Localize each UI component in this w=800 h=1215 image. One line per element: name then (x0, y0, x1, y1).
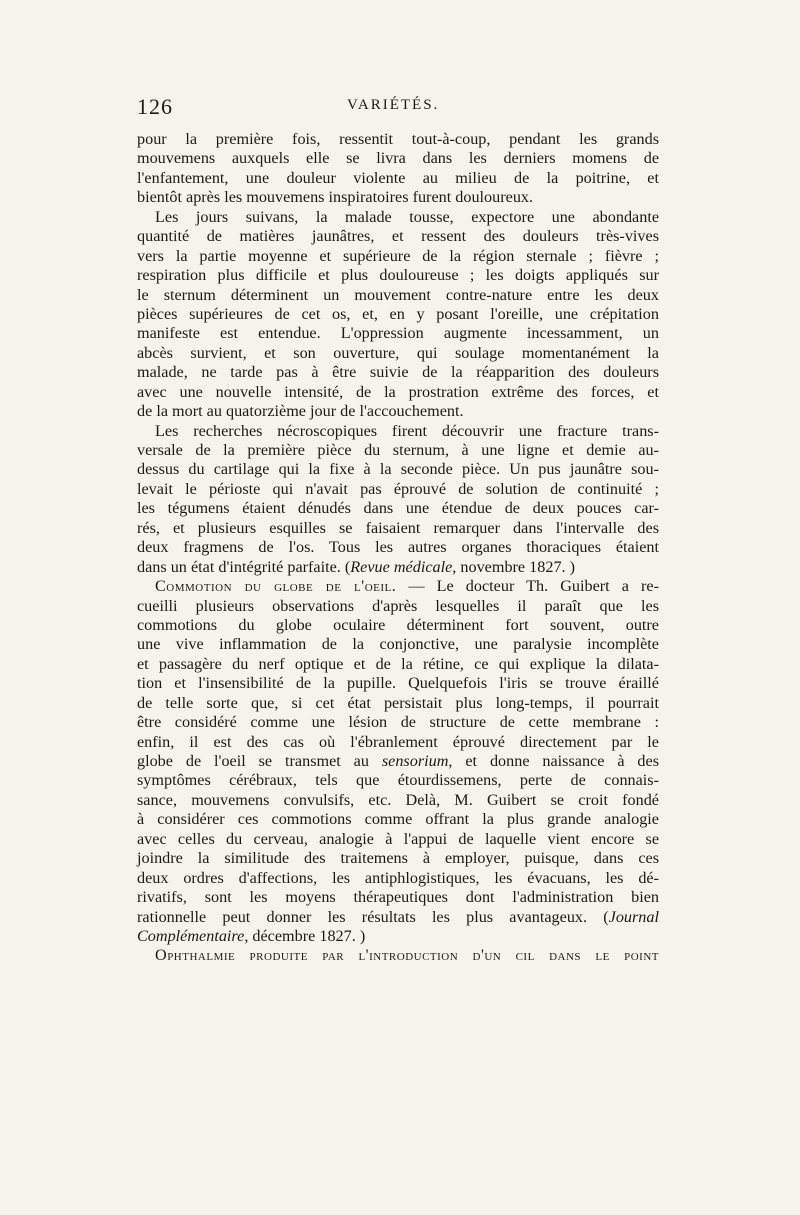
text-line: joindre la similitude des traitemens à employer, puisque, dans ces (137, 849, 659, 868)
text-line (137, 558, 659, 577)
text-line: sance, mouvemens convulsifs, etc. Delà, M. Guibert se croit fondé (137, 790, 659, 809)
text-line: de telle sorte que, si cet état persistait plus long-temps, il pourrait (137, 693, 659, 712)
text-line: rivatifs, sont les moyens thérapeutiques dont l'administration bien (137, 888, 659, 907)
text-line: de la mort au quatorzième jour de l'accouchement. (137, 402, 464, 421)
citation-title: Complémentaire (137, 926, 245, 945)
line-text: rationnelle peut donner les résultats les plus avantageux. ( (137, 907, 609, 926)
text-line: avec une nouvelle intensité, de la prostration extrême des forces, et (137, 382, 659, 401)
italic-term: sensorium (381, 752, 449, 770)
citation-title: Revue médicale (350, 557, 453, 576)
text-line: le sternum déterminent un mouvement contre-nature entre les deux (137, 285, 659, 304)
section-heading: Ophthalmie produite par l'introduction d'un cil dans le point (155, 946, 659, 965)
text-line: levait le périoste qui n'avait pas éprouvé de solution de continuité ; (137, 479, 659, 498)
text-line: Les jours suivans, la malade tousse, expectore une abondante (155, 207, 659, 226)
line-text: , décembre 1827. ) (244, 926, 366, 945)
line-text: globe de l'oeil se transmet au (137, 752, 382, 770)
text-line (137, 752, 659, 771)
running-title: VARIÉTÉS. (347, 97, 440, 113)
text-line: pour la première fois, ressentit tout-à-coup, pendant les grands (137, 130, 659, 148)
text-line: Les recherches nécroscopiques firent découvrir une fracture trans- (155, 421, 659, 440)
text-line: vers la partie moyenne et supérieure de la région sternale ; fièvre ; (137, 246, 659, 265)
text-line: malade, ne tarde pas à être suivie de la réapparition des douleurs (137, 363, 659, 382)
text-line (137, 927, 659, 946)
text-line: deux ordres d'affections, les antiphlogistiques, les évacuans, les dé- (137, 868, 659, 887)
text-line: une vive inflammation de la conjonctive, une paralysie incomplète (137, 635, 659, 654)
text-line: pièces supérieures de cet os, et, en y posant l'oreille, une crépitation (137, 304, 659, 323)
section-heading: Commotion du globe de l'oeil. (155, 577, 397, 596)
page-header (137, 94, 657, 124)
text-line: avec celles du cerveau, analogie à l'appui de laquelle vient encore se (137, 829, 659, 848)
text-line: dessus du cartilage qui la fixe à la seconde pièce. Un pus jaunâtre sou- (137, 460, 659, 479)
text-line: l'enfantement, une douleur violente au milieu de la poitrine, et (137, 168, 659, 187)
text-line: être considéré comme une lésion de structure de cette membrane : (137, 713, 659, 732)
text-line: et passagère du nerf optique et de la rétine, ce qui explique la dilata- (137, 654, 659, 673)
line-text: dans un état d'intégrité parfaite. ( (137, 557, 351, 576)
line-text: , et donne naissance à des (448, 752, 659, 770)
citation-title: Journal (608, 907, 659, 926)
line-text: — Le docteur Th. Guibert a re- (396, 577, 659, 596)
text-line: mouvemens auxquels elle se livra dans les derniers momens de (137, 149, 659, 168)
text-line: symptômes cérébraux, tels que étourdissemens, perte de connais- (137, 771, 659, 790)
text-line: quantité de matières jaunâtres, et ressent des douleurs très-vives (137, 227, 659, 246)
page-number: 126 (137, 94, 173, 119)
text-line: abcès survient, et son ouverture, qui soulage momentanément la (137, 343, 659, 362)
text-line: à considérer ces commotions comme offrant la plus grande analogie (137, 810, 659, 829)
text-line (137, 946, 659, 965)
text-line: versale de la première pièce du sternum, à une ligne et demie au- (137, 441, 659, 459)
line-text: , novembre 1827. ) (452, 557, 576, 576)
text-line: respiration plus difficile et plus douloureuse ; les doigts appliqués sur (137, 266, 659, 285)
text-line: tion et l'insensibilité de la pupille. Quelquefois l'iris se trouve éraillé (137, 674, 659, 693)
text-line (137, 908, 659, 927)
text-line: enfin, il est des cas où l'ébranlement éprouvé directement par le (137, 732, 659, 751)
text-line: cueilli plusieurs observations d'après lesquelles il paraît que les (137, 596, 659, 615)
text-line: rés, et plusieurs esquilles se faisaient remarquer dans l'intervalle des (137, 518, 659, 537)
text-line (137, 577, 659, 596)
text-line: deux fragmens de l'os. Tous les autres organes thoraciques étaient (137, 538, 659, 557)
text-line: les tégumens étaient dénudés dans une étendue de deux pouces car- (137, 499, 659, 518)
text-line: bientôt après les mouvemens inspiratoires furent douloureux. (137, 188, 534, 207)
text-line: commotions du globe oculaire déterminent fort souvent, outre (137, 615, 659, 634)
text-line: manifeste est entendue. L'oppression augmente incessamment, un (137, 324, 659, 343)
body-text (137, 130, 659, 966)
